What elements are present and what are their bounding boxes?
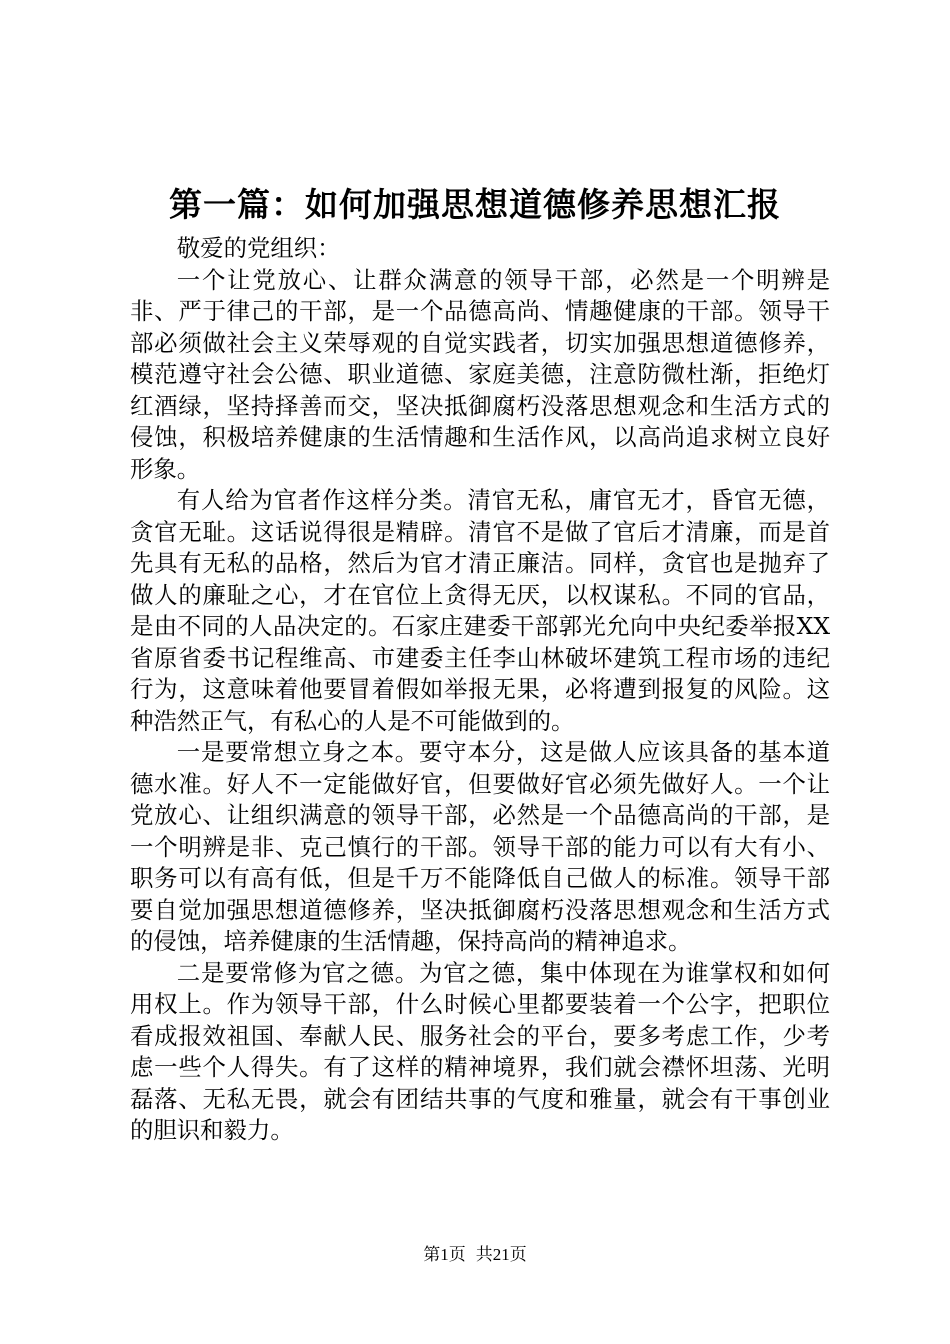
document-body bbox=[130, 233, 830, 1147]
salutation: 敬爱的党组织： bbox=[176, 234, 341, 262]
paragraph-4: 二是要常修为官之德。为官之德，集中体现在为谁掌权和如何用权上。作为领导干部，什么时候心里都要装着一个公字，把职位看成报效祖国、奉献人民、服务社会的平台，要多考虑工作，少考虑一些个人得失。有了这样的精神境界，我们就会襟怀坦荡、光明磊落、无私无畏，就会有团结共事的气度和雅量，就会有干事创业的胆识和毅力。 bbox=[130, 958, 830, 1144]
paragraph-1: 一个让党放心、让群众满意的领导干部，必然是一个明辨是非、严于律己的干部，是一个品德高尚、情趣健康的干部。领导干部必须做社会主义荣辱观的自觉实践者，切实加强思想道德修养，模范遵守社会公德、职业道德、家庭美德，注意防微杜渐，拒绝灯红酒绿，坚持择善而交，坚决抵御腐朽没落思想观念和生活方式的侵蚀，积极培养健康的生活情趣和生活作风，以高尚追求树立良好形象。 bbox=[130, 265, 830, 483]
page-number: 第1页 bbox=[423, 1245, 466, 1264]
paragraph-2: 有人给为官者作这样分类。清官无私，庸官无才，昏官无德，贪官无耻。这话说得很是精辟。清官不是做了官后才清廉，而是首先具有无私的品格，然后为官才清正廉洁。同样，贪官也是抛弃了做人的廉耻之心，才在官位上贪得无厌，以权谋私。不同的官品，是由不同的人品决定的。石家庄建委干部郭光允向中央纪委举报XX省原省委书记程维高、市建委主任李山林破坏建筑工程市场的违纪行为，这意味着他要冒着假如举报无果，必将遭到报复的风险。这种浩然正气，有私心的人是不可能做到的。 bbox=[130, 486, 830, 735]
document-title: 第一篇：如何加强思想道德修养思想汇报 bbox=[169, 185, 781, 224]
page-footer bbox=[0, 1243, 950, 1267]
page-total: 共21页 bbox=[475, 1245, 527, 1264]
paragraph-3: 一是要常想立身之本。要守本分，这是做人应该具备的基本道德水准。好人不一定能做好官，但要做好官必须先做好人。一个让党放心、让组织满意的领导干部，必然是一个品德高尚的干部，是一个明辨是非、克己慎行的干部。领导干部的能力可以有大有小、职务可以有高有低，但是千万不能降低自己做人的标准。领导干部要自觉加强思想道德修养，坚决抵御腐朽没落思想观念和生活方式的侵蚀，培养健康的生活情趣，保持高尚的精神追求。 bbox=[130, 738, 830, 955]
